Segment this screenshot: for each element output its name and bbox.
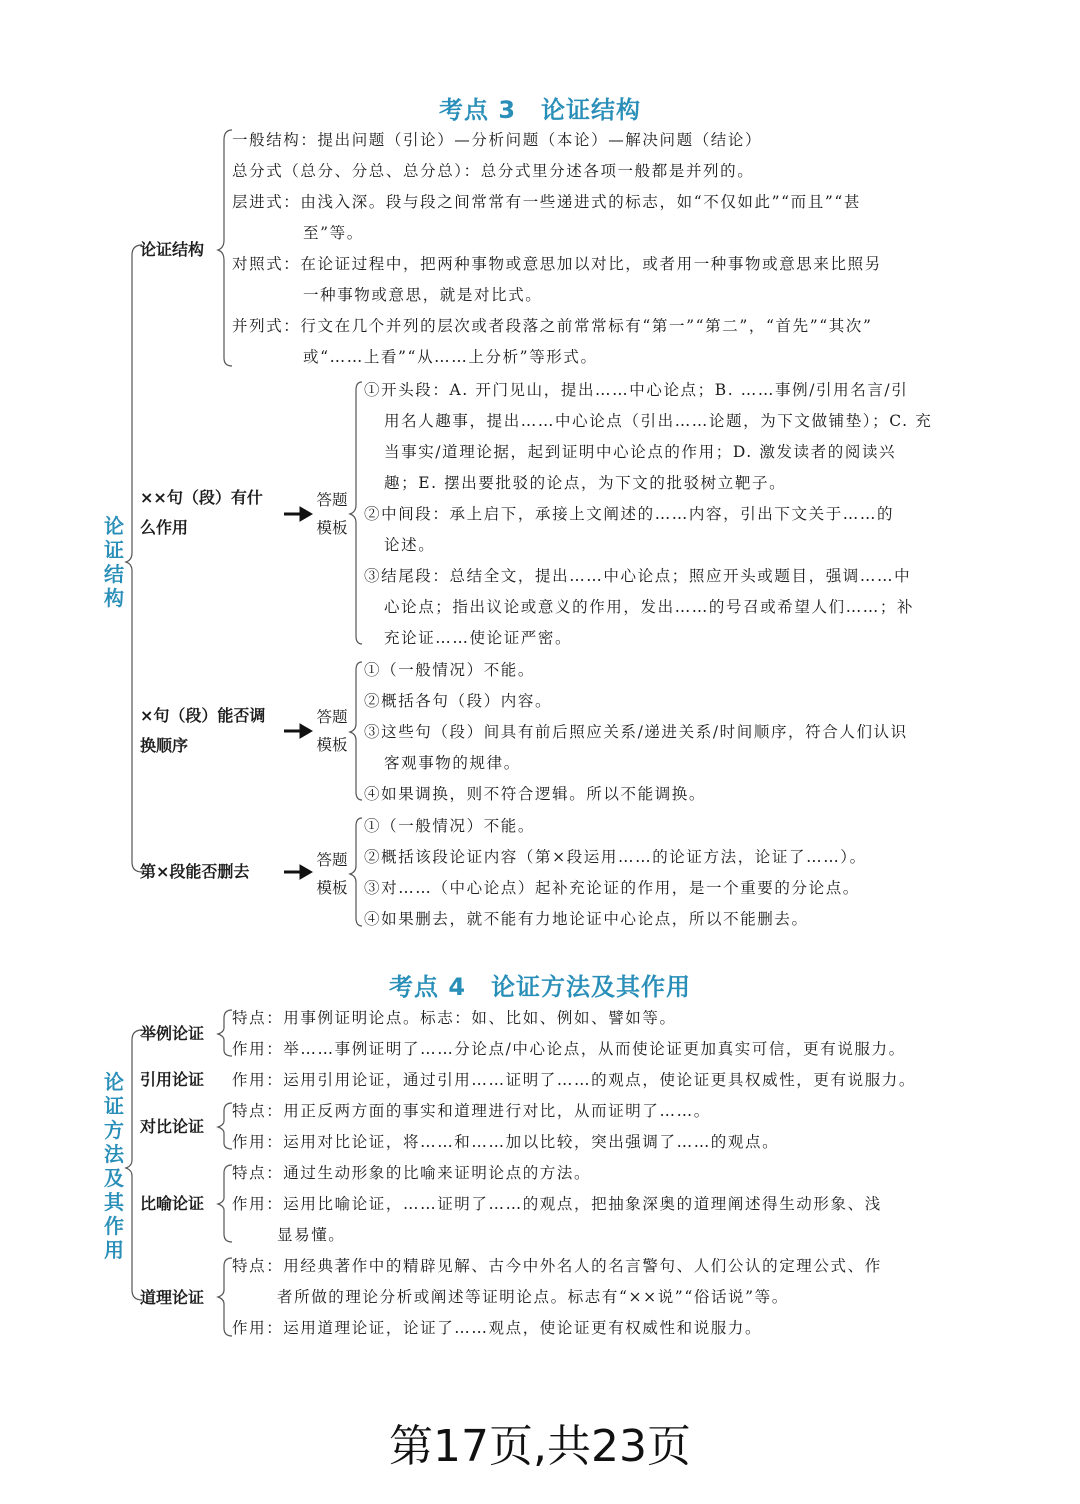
label-q1-line1: ××句（段）有什	[140, 488, 263, 507]
q3-line-2: ②概括该段论证内容（第×段运用……的论证方法，论证了……）。	[364, 848, 867, 866]
q2-line-2: ②概括各句（段）内容。	[364, 692, 553, 710]
label-q1-line2: 么作用	[140, 518, 189, 537]
q1-line-4: 趣；E. 摆出要批驳的论点，为下文的批驳树立靶子。	[384, 474, 787, 492]
q1-line-1: ①开头段：A. 开门见山，提出……中心论点；B. ……事例/引用名言/引	[364, 381, 909, 399]
page-indicator: 第17页,共23页	[389, 1421, 691, 1472]
q3-line-1: ①（一般情况）不能。	[364, 817, 536, 835]
structure-line-7: 并列式：行文在几个并列的层次或者段落之前常常标有“第一”“第二”，“首先”“其次”	[232, 317, 873, 335]
brace-m1	[218, 1010, 232, 1056]
label-method-example: 举例论证	[140, 1024, 205, 1043]
m3-line-1: 特点：用正反两方面的事实和道理进行对比，从而证明了……。	[232, 1102, 711, 1120]
structure-line-2: 总分式（总分、分总、总分总）：总分式里分述各项一般都是并列的。	[232, 162, 755, 180]
label-q3: 第×段能否删去	[140, 862, 250, 881]
m3-line-2: 作用：运用对比论证，将……和……加以比较，突出强调了……的观点。	[232, 1133, 780, 1151]
q2-line-5: ④如果调换，则不符合逻辑。所以不能调换。	[364, 785, 707, 803]
m5-line-1: 特点：用经典著作中的精辟见解、古今中外名人的名言警句、人们公认的定理公式、作	[232, 1257, 882, 1275]
m5-line-2: 者所做的理论分析或阐述等证明论点。标志有“××说”“俗话说”等。	[277, 1288, 789, 1306]
q1-line-2: 用名人趣事，提出……中心论点（引出……论题，为下文做铺垫）；C. 充	[384, 412, 933, 430]
label-q2-line1: ×句（段）能否调	[140, 706, 266, 725]
brace-m3	[218, 1103, 232, 1149]
brace-m5	[218, 1258, 232, 1336]
label-method-reason: 道理论证	[140, 1288, 205, 1307]
brace-m4	[218, 1165, 232, 1242]
structure-line-4: 至”等。	[303, 224, 364, 242]
label-method-contrast: 对比论证	[140, 1117, 205, 1136]
q1-line-9: 充论证……使论证严密。	[384, 629, 573, 647]
q1-line-6: 论述。	[384, 536, 436, 554]
m2-line-1: 作用：运用引用论证，通过引用……证明了……的观点，使论证更具权威性，更有说服力。	[232, 1071, 917, 1089]
arrow-q1	[284, 507, 312, 521]
section3-title: 考点 3 论证结构	[438, 96, 642, 124]
label-structure: 论证结构	[140, 240, 205, 259]
m4-line-2: 作用：运用比喻论证，……证明了……的观点，把抽象深奥的道理阐述得生动形象、浅	[232, 1195, 882, 1213]
q2-line-3: ③这些句（段）间具有前后照应关系/递进关系/时间顺序，符合人们认识	[364, 723, 908, 741]
m1-line-2: 作用：举……事例证明了……分论点/中心论点，从而使论证更加真实可信，更有说服力。	[232, 1040, 906, 1058]
q3-line-3: ③对……（中心论点）起补充论证的作用，是一个重要的分论点。	[364, 879, 860, 897]
brace-structure	[218, 130, 232, 366]
q1-line-3: 当事实/道理论据，起到证明中心论点的作用；D. 激发读者的阅读兴	[384, 443, 897, 461]
arrow-q3	[284, 865, 312, 879]
template-q2: 答题 模板	[316, 708, 348, 754]
section4-side-label: 论 证 方 法 及 其 作 用	[104, 1070, 124, 1262]
structure-line-1: 一般结构：提出问题（引论）—分析问题（本论）—解决问题（结论）	[232, 131, 763, 149]
arrow-q2	[284, 724, 312, 738]
q3-line-4: ④如果删去，就不能有力地论证中心论点，所以不能删去。	[364, 910, 809, 928]
q1-line-5: ②中间段：承上启下，承接上文阐述的……内容，引出下文关于……的	[364, 505, 895, 523]
m4-line-1: 特点：通过生动形象的比喻来证明论点的方法。	[232, 1164, 592, 1182]
section3-side-label: 论 证 结 构	[104, 514, 124, 610]
structure-line-3: 层进式：由浅入深。段与段之间常常有一些递进式的标志，如“不仅如此”“而且”“甚	[232, 193, 862, 211]
main-brace-sec3	[126, 245, 142, 872]
section4-title: 考点 4 论证方法及其作用	[388, 973, 692, 1001]
m4-line-3: 显易懂。	[277, 1226, 346, 1244]
label-method-quote: 引用论证	[140, 1070, 205, 1089]
structure-line-8: 或“……上看”“从……上分析”等形式。	[303, 348, 598, 366]
q1-line-8: 心论点；指出议论或意义的作用，发出……的号召或希望人们……；补	[384, 598, 915, 616]
structure-line-5: 对照式：在论证过程中，把两种事物或意思加以对比，或者用一种事物或意思来比照另	[232, 255, 882, 273]
q1-line-7: ③结尾段：总结全文，提出……中心论点；照应开头或题目，强调……中	[364, 567, 912, 585]
q2-line-1: ①（一般情况）不能。	[364, 661, 536, 679]
label-q2-line2: 换顺序	[140, 736, 189, 755]
m1-line-1: 特点：用事例证明论点。标志：如、比如、例如、譬如等。	[232, 1009, 677, 1027]
label-method-metaphor: 比喻论证	[140, 1194, 205, 1213]
template-q3: 答题 模板	[316, 851, 348, 897]
template-q1: 答题 模板	[316, 491, 348, 537]
structure-line-6: 一种事物或意思，就是对比式。	[303, 286, 543, 304]
q2-line-4: 客观事物的规律。	[384, 754, 521, 772]
m5-line-3: 作用：运用道理论证，论证了……观点，使论证更有权威性和说服力。	[232, 1319, 763, 1337]
